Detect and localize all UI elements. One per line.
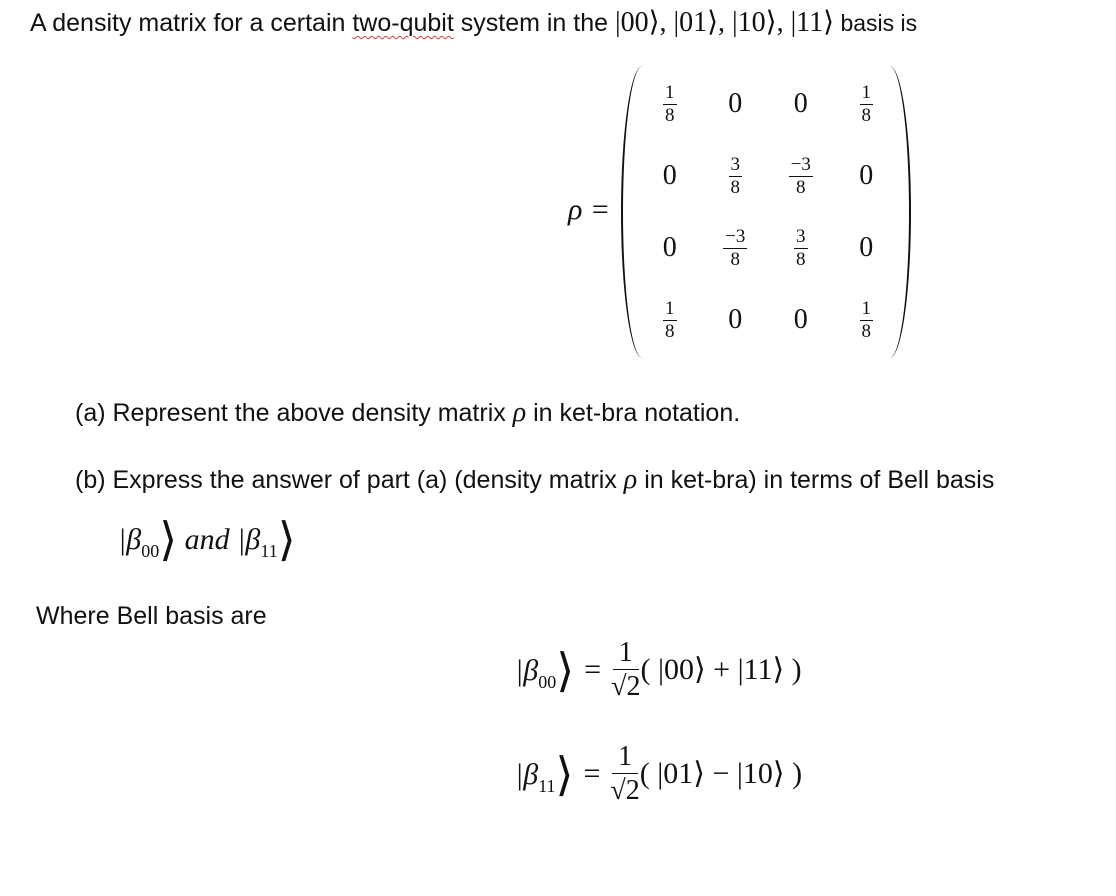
matrix-cell: 0	[728, 304, 743, 335]
part-a: (a) Represent the above density matrix ρ in ket-bra notation.	[75, 397, 741, 428]
matrix-cell: 0	[728, 88, 743, 119]
fraction-denominator: 8	[861, 104, 871, 126]
fraction-numerator: 1	[861, 81, 871, 103]
fraction-denominator: 8	[796, 176, 806, 198]
matrix-cell	[723, 227, 747, 270]
intro-suffix: system in the	[453, 9, 615, 37]
matrix-cell	[794, 227, 808, 270]
basis-kets: |00⟩, |01⟩, |10⟩, |11⟩	[614, 7, 835, 38]
fraction-denominator: 8	[730, 176, 740, 198]
bell-eq-11: $|\beta_{11}⟩$ = $\frac{1}{√2}$ ( |01⟩ − |10⟩ )	[515, 741, 803, 807]
matrix-cell: 0	[662, 232, 677, 263]
rho-symbol: ρ	[512, 397, 527, 428]
matrix-cell: 0	[859, 232, 874, 263]
density-matrix	[637, 68, 899, 356]
matrix-cell	[663, 83, 677, 126]
fraction-denominator: 8	[665, 104, 675, 126]
matrix-cell	[860, 83, 874, 126]
fraction-numerator: 3	[796, 225, 806, 247]
matrix-cell	[789, 155, 813, 198]
matrix-cell: 0	[662, 160, 677, 191]
matrix-cell	[729, 155, 743, 198]
matrix-cell: 0	[793, 304, 808, 335]
rho-symbol: ρ	[623, 464, 638, 495]
bell-eq-00: $|\beta_{00}⟩$ = $\frac{1}{√2}$ ( |00⟩ + |11⟩ )	[515, 637, 802, 703]
matrix-cell: 0	[859, 160, 874, 191]
fraction-numerator: 1	[861, 297, 871, 319]
part-b: (b) Express the answer of part (a) (density matrix ρ in ket-bra) in terms of Bell basis	[75, 464, 995, 495]
fraction-numerator: −3	[725, 225, 746, 247]
rho-label: ρ =	[568, 193, 611, 226]
intro-tail: basis is	[834, 10, 918, 36]
fraction-denominator: 8	[796, 248, 806, 270]
matrix-cell	[663, 299, 677, 342]
fraction-numerator: 1	[665, 81, 675, 103]
fraction-denominator: 8	[730, 248, 740, 270]
matrix-cell: 0	[793, 88, 808, 119]
fraction-denominator: 8	[665, 320, 675, 342]
intro-line	[30, 6, 917, 40]
spellcheck-word[interactable]: two-qubit	[352, 9, 454, 37]
fraction-numerator: −3	[790, 153, 811, 175]
matrix-cell	[860, 299, 874, 342]
fraction-denominator: 8	[861, 320, 871, 342]
intro-prefix: A density matrix for a certain	[30, 9, 353, 37]
where-text: Where Bell basis are	[36, 602, 267, 630]
bell-basis-line: $|\beta_{00}⟩$ and $|\beta_{11}⟩$	[118, 514, 296, 565]
fraction-numerator: 1	[665, 297, 675, 319]
fraction-numerator: 3	[730, 153, 740, 175]
